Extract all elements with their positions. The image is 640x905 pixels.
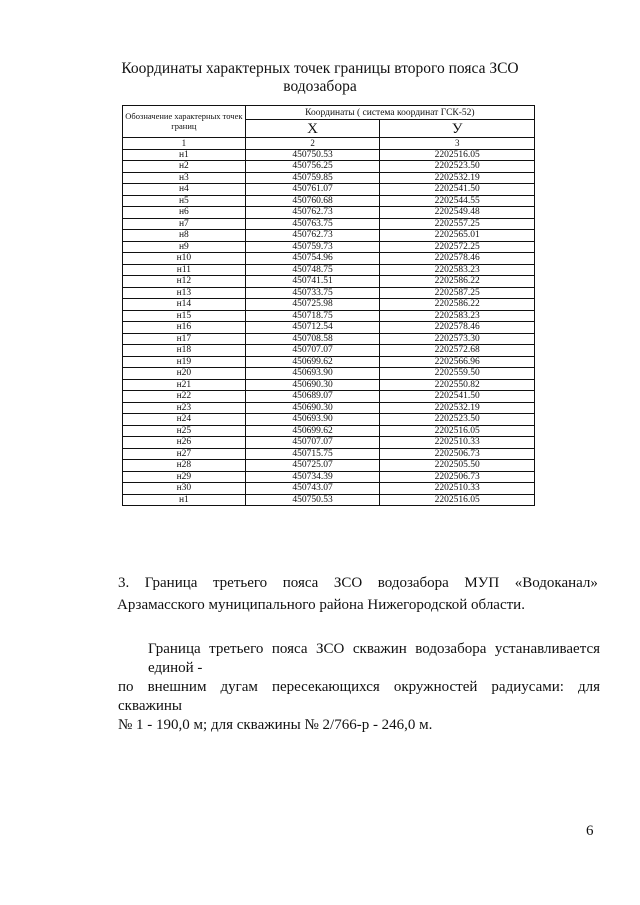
table-row: [123, 310, 535, 322]
x-cell: 450759.73: [245, 241, 380, 253]
table-row: [123, 230, 535, 242]
x-cell: 450715.75: [245, 448, 380, 460]
table-row: [123, 172, 535, 184]
point-name-cell: н24: [123, 414, 246, 426]
body-paragraph: [118, 640, 600, 735]
table-row: [123, 414, 535, 426]
y-cell: 2202523.50: [380, 414, 535, 426]
x-cell: 450750.53: [245, 494, 380, 506]
table-row: [123, 368, 535, 380]
table-row: [123, 276, 535, 288]
table-row: [123, 195, 535, 207]
y-cell: 2202532.19: [380, 402, 535, 414]
table-row: [123, 471, 535, 483]
x-cell: 450750.53: [245, 149, 380, 161]
y-cell: 2202516.05: [380, 494, 535, 506]
section-heading-word: водозабора: [377, 575, 449, 591]
table-row: [123, 379, 535, 391]
x-cell: 450707.07: [245, 437, 380, 449]
y-cell: 2202506.73: [380, 448, 535, 460]
section-heading-word: «Водоканал»: [514, 575, 598, 591]
y-cell: 2202532.19: [380, 172, 535, 184]
table-row: [123, 207, 535, 219]
header-col-number: 3: [380, 138, 535, 150]
x-cell: 450690.30: [245, 379, 380, 391]
y-cell: 2202506.73: [380, 471, 535, 483]
x-cell: 450708.58: [245, 333, 380, 345]
y-cell: 2202516.05: [380, 425, 535, 437]
section-heading-word: Граница: [144, 575, 198, 591]
table-row: [123, 218, 535, 230]
x-cell: 450761.07: [245, 184, 380, 196]
table-row: [123, 253, 535, 265]
y-cell: 2202586.22: [380, 276, 535, 288]
point-name-cell: н2: [123, 161, 246, 173]
point-name-cell: н13: [123, 287, 246, 299]
section-heading-word: ЗСО: [333, 575, 363, 591]
x-cell: 450733.75: [245, 287, 380, 299]
y-cell: 2202572.68: [380, 345, 535, 357]
table-row: [123, 402, 535, 414]
y-cell: 2202573.30: [380, 333, 535, 345]
y-cell: 2202510.33: [380, 437, 535, 449]
table-row: [123, 299, 535, 311]
point-name-cell: н6: [123, 207, 246, 219]
x-cell: 450762.73: [245, 230, 380, 242]
y-cell: 2202565.01: [380, 230, 535, 242]
x-cell: 450690.30: [245, 402, 380, 414]
x-cell: 450699.62: [245, 425, 380, 437]
point-name-cell: н1: [123, 494, 246, 506]
table-row: [123, 437, 535, 449]
point-name-cell: н28: [123, 460, 246, 472]
y-cell: 2202557.25: [380, 218, 535, 230]
y-cell: 2202572.25: [380, 241, 535, 253]
section-3-heading: [118, 572, 598, 594]
table-row: [123, 149, 535, 161]
x-cell: 450748.75: [245, 264, 380, 276]
point-name-cell: н8: [123, 230, 246, 242]
x-cell: 450734.39: [245, 471, 380, 483]
point-name-cell: н19: [123, 356, 246, 368]
section-heading-word: третьего: [212, 575, 268, 591]
coordinates-table: [122, 105, 535, 506]
x-cell: 450693.90: [245, 414, 380, 426]
y-cell: 2202559.50: [380, 368, 535, 380]
y-cell: 2202578.46: [380, 322, 535, 334]
page-number: 6: [586, 823, 594, 839]
header-col-number: 2: [245, 138, 380, 150]
section-heading-word: МУП: [464, 575, 500, 591]
table-row: [123, 287, 535, 299]
y-cell: 2202541.50: [380, 391, 535, 403]
table-row: [123, 356, 535, 368]
y-cell: 2202516.05: [380, 149, 535, 161]
section-heading-word: пояса: [282, 575, 319, 591]
y-cell: 2202583.23: [380, 264, 535, 276]
point-name-cell: н21: [123, 379, 246, 391]
x-cell: 450759.85: [245, 172, 380, 184]
x-cell: 450741.51: [245, 276, 380, 288]
y-cell: 2202586.22: [380, 299, 535, 311]
point-name-cell: н4: [123, 184, 246, 196]
x-cell: 450763.75: [245, 218, 380, 230]
point-name-cell: н20: [123, 368, 246, 380]
x-cell: 450743.07: [245, 483, 380, 495]
table-row: [123, 391, 535, 403]
x-cell: 450756.25: [245, 161, 380, 173]
point-name-cell: н27: [123, 448, 246, 460]
table-row: [123, 241, 535, 253]
section-3: [118, 572, 598, 616]
y-cell: 2202505.50: [380, 460, 535, 472]
header-point-label: Обозначение характерных точек границ: [123, 106, 246, 138]
header-col-number: 1: [123, 138, 246, 150]
point-name-cell: н23: [123, 402, 246, 414]
y-cell: 2202510.33: [380, 483, 535, 495]
table-row: [123, 333, 535, 345]
table-row: [123, 494, 535, 506]
x-cell: 450699.62: [245, 356, 380, 368]
point-name-cell: н16: [123, 322, 246, 334]
table-row: [123, 264, 535, 276]
y-cell: 2202523.50: [380, 161, 535, 173]
point-name-cell: н30: [123, 483, 246, 495]
paragraph-line1: Граница третьего пояса ЗСО скважин водозабора устанавливается единой -: [148, 641, 600, 676]
table-row: [123, 425, 535, 437]
y-cell: 2202549.48: [380, 207, 535, 219]
x-cell: 450760.68: [245, 195, 380, 207]
point-name-cell: н29: [123, 471, 246, 483]
table-row: [123, 161, 535, 173]
point-name-cell: н1: [123, 149, 246, 161]
point-name-cell: н14: [123, 299, 246, 311]
x-cell: 450718.75: [245, 310, 380, 322]
y-cell: 2202578.46: [380, 253, 535, 265]
header-y: У: [380, 120, 535, 138]
y-cell: 2202550.82: [380, 379, 535, 391]
table-title-line2: водозабора: [283, 78, 357, 95]
y-cell: 2202541.50: [380, 184, 535, 196]
y-cell: 2202583.23: [380, 310, 535, 322]
table-row: [123, 448, 535, 460]
header-coordinates: Координаты ( система координат ГСК-52): [245, 106, 534, 120]
point-name-cell: н9: [123, 241, 246, 253]
point-name-cell: н15: [123, 310, 246, 322]
point-name-cell: н18: [123, 345, 246, 357]
point-name-cell: н12: [123, 276, 246, 288]
point-name-cell: н10: [123, 253, 246, 265]
x-cell: 450693.90: [245, 368, 380, 380]
table-row: [123, 460, 535, 472]
x-cell: 450725.98: [245, 299, 380, 311]
point-name-cell: н7: [123, 218, 246, 230]
x-cell: 450762.73: [245, 207, 380, 219]
x-cell: 450725.07: [245, 460, 380, 472]
point-name-cell: н25: [123, 425, 246, 437]
x-cell: 450712.54: [245, 322, 380, 334]
table-row: [123, 483, 535, 495]
y-cell: 2202566.96: [380, 356, 535, 368]
x-cell: 450689.07: [245, 391, 380, 403]
table-row: [123, 345, 535, 357]
x-cell: 450707.07: [245, 345, 380, 357]
table-title: [0, 60, 640, 96]
point-name-cell: н22: [123, 391, 246, 403]
table-body: [123, 149, 535, 506]
table-row: [123, 322, 535, 334]
paragraph-line2: по внешним дугам пересекающихся окружностей радиусами: для скважины: [118, 679, 600, 714]
header-x: X: [245, 120, 380, 138]
point-name-cell: н3: [123, 172, 246, 184]
section-number: 3.: [118, 575, 130, 591]
paragraph-line3: № 1 - 190,0 м; для скважины № 2/766-р - 246,0 м.: [118, 717, 433, 733]
table-row: [123, 184, 535, 196]
table-title-line1: Координаты характерных точек границы второго пояса ЗСО: [121, 60, 519, 77]
point-name-cell: н11: [123, 264, 246, 276]
x-cell: 450754.96: [245, 253, 380, 265]
y-cell: 2202544.55: [380, 195, 535, 207]
point-name-cell: н26: [123, 437, 246, 449]
y-cell: 2202587.25: [380, 287, 535, 299]
point-name-cell: н5: [123, 195, 246, 207]
point-name-cell: н17: [123, 333, 246, 345]
section-3-heading-line2: Арзамасского муниципального района Нижегородской области.: [117, 597, 525, 613]
